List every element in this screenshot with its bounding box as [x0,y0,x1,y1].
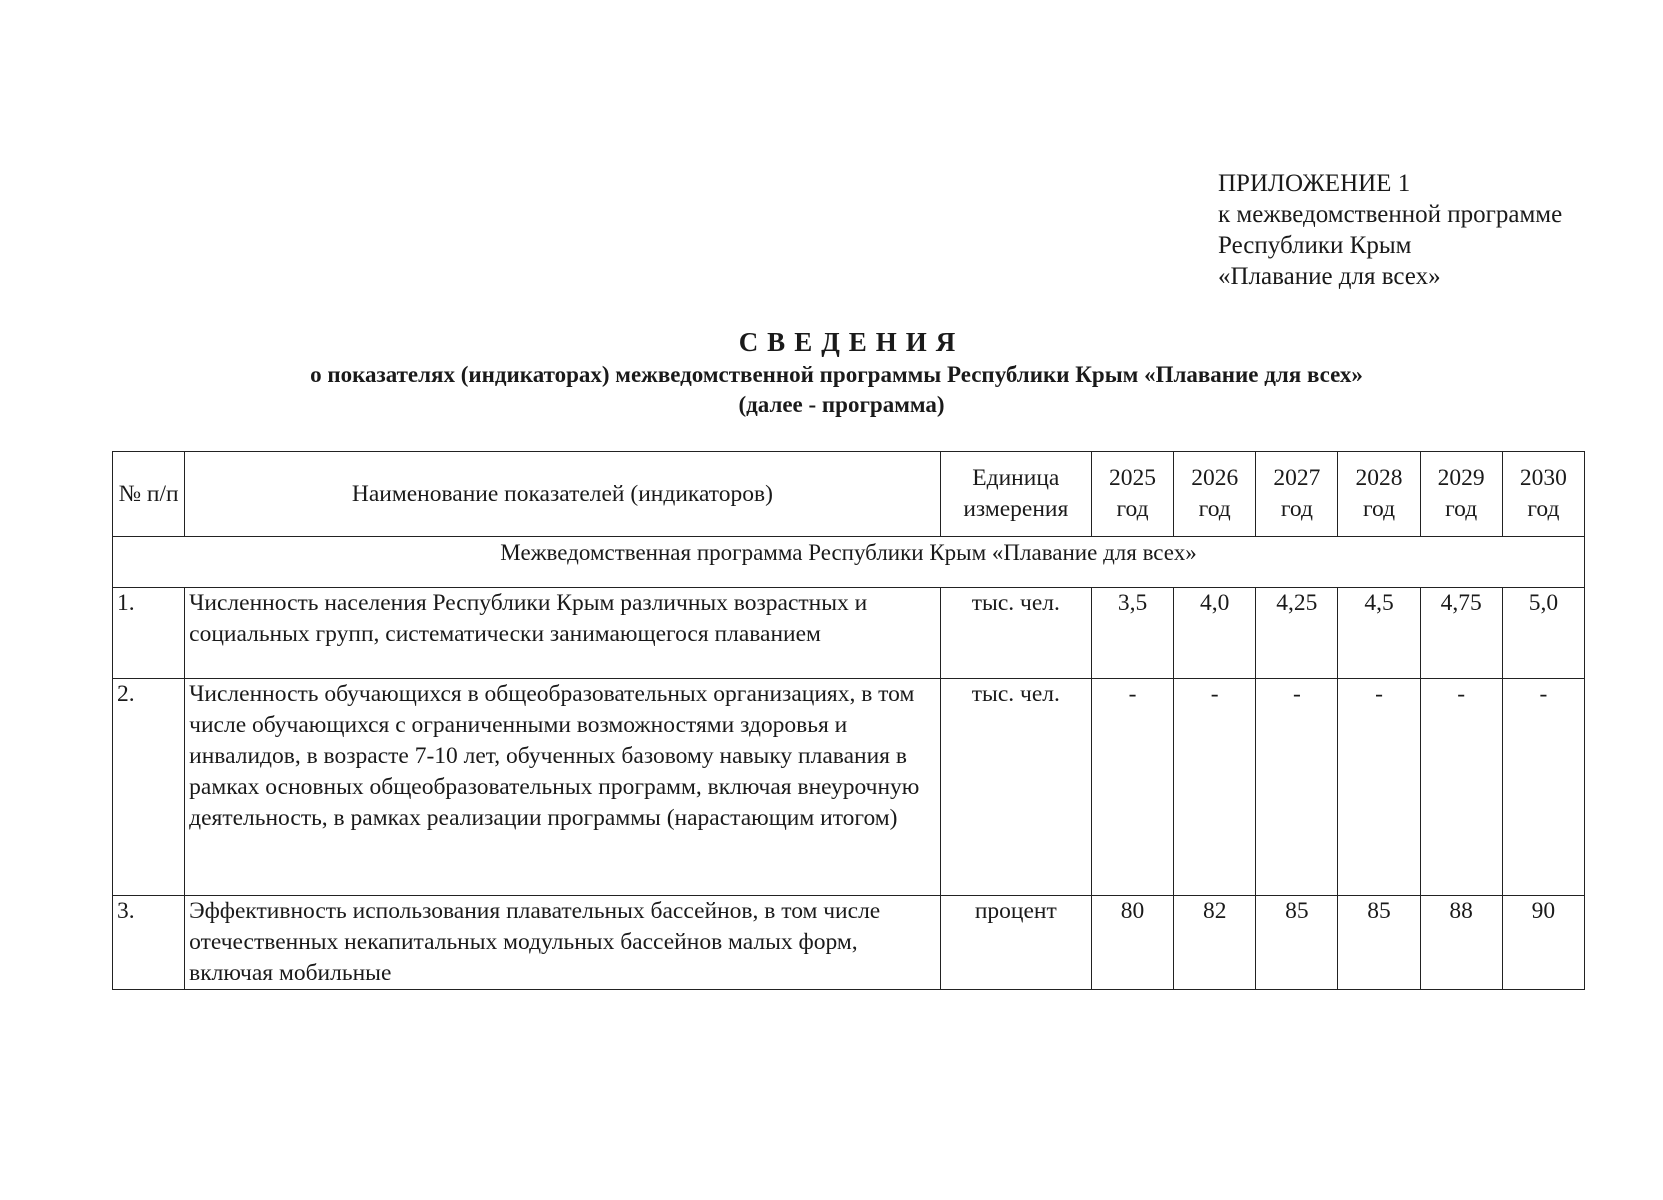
value-2026: - [1174,679,1256,896]
row-number: 2. [113,679,185,896]
header-year-2028: 2028 год [1338,452,1420,537]
value-2028: - [1338,679,1420,896]
document-title: СВЕДЕНИЯ [738,327,965,357]
indicator-unit: процент [940,896,1091,990]
row-number: 3. [113,896,185,990]
value-2025: 3,5 [1091,588,1173,679]
table-header-row [113,452,1585,537]
value-2028: 4,5 [1338,588,1420,679]
value-2030: 5,0 [1502,588,1584,679]
value-2029: 4,75 [1420,588,1502,679]
value-2027: 4,25 [1256,588,1338,679]
table-row [113,896,1585,990]
value-2027: 85 [1256,896,1338,990]
value-2026: 4,0 [1174,588,1256,679]
document-subtitle: о показателях (индикаторах) межведомственной программы Республики Крым «Плавание для всех» [310,362,1363,387]
appendix-reference-line: к межведомственной программе [1218,201,1563,228]
appendix-reference-line: «Плавание для всех» [1218,263,1441,290]
document-subtitle-note: (далее - программа) [738,392,945,417]
value-2030: 90 [1502,896,1584,990]
table-row [113,679,1585,896]
value-2026: 82 [1174,896,1256,990]
appendix-header [1218,168,1562,292]
indicator-name: Численность обучающихся в общеобразовательных организациях, в том числе обучающихся с ограниченными возможностями здоровья и инвалидов, в возрасте 7-10 лет, обученных базовому навыку плавания в рамках основных общеобразовательных программ, включая внеурочную деятельность, в рамках реализации программы (нарастающим итогом) [185,679,941,896]
table-row [113,588,1585,679]
document-heading [0,326,1663,420]
header-year-2026: 2026 год [1174,452,1256,537]
section-title: Межведомственная программа Республики Крым «Плавание для всех» [113,537,1585,588]
value-2027: - [1256,679,1338,896]
appendix-label: ПРИЛОЖЕНИЕ 1 [1218,170,1411,197]
value-2029: - [1420,679,1502,896]
indicator-name: Эффективность использования плавательных бассейнов, в том числе отечественных некапитальных модульных бассейнов малых форм, включая мобильные [185,896,941,990]
appendix-reference-line: Республики Крым [1218,232,1412,259]
indicator-unit: тыс. чел. [940,588,1091,679]
indicators-table [112,451,1585,990]
header-indicator-name: Наименование показателей (индикаторов) [185,452,941,537]
header-year-2025: 2025 год [1091,452,1173,537]
header-unit: Единица измерения [940,452,1091,537]
indicator-unit: тыс. чел. [940,679,1091,896]
indicator-name: Численность населения Республики Крым различных возрастных и социальных групп, систематически занимающегося плаванием [185,588,941,679]
value-2030: - [1502,679,1584,896]
row-number: 1. [113,588,185,679]
header-year-2029: 2029 год [1420,452,1502,537]
header-num: № п/п [113,452,185,537]
header-year-2030: 2030 год [1502,452,1584,537]
value-2025: 80 [1091,896,1173,990]
value-2028: 85 [1338,896,1420,990]
value-2025: - [1091,679,1173,896]
header-year-2027: 2027 год [1256,452,1338,537]
value-2029: 88 [1420,896,1502,990]
table-section-row [113,537,1585,588]
